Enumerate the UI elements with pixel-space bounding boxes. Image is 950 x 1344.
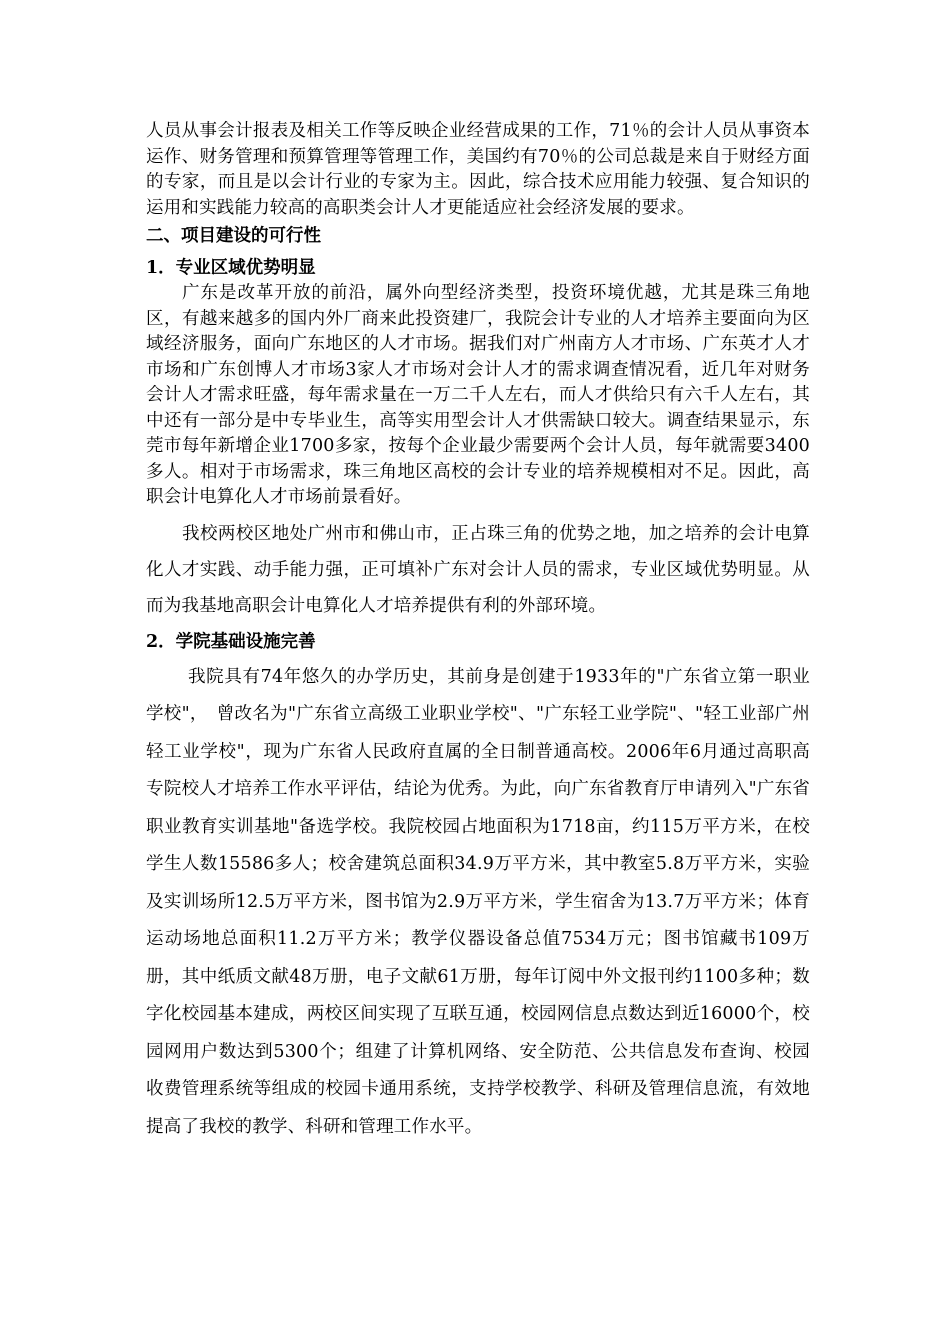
infrastructure-paragraph: 我院具有74年悠久的办学历史，其前身是创建于1933年的"广东省立第一职业学校"， 曾改名为"广东省立高级工业职业学校"、"广东轻工业学院"、"轻工业部广州轻工业学校"，现为广东省人民政府直属的全日制普通高校。2006年6月通过高职高专院校人才培养工作水平评估，结论为优秀。为此，向广东省教育厅申请列入"广东省职业教育实训基地"备选学校。我院校园占地面积为1718亩，约115万平方米，在校学生人数15586多人；校舍建筑总面积34.9万平方米，其中教室5.8万平方米，实验及实训场所12.5万平方米，图书馆为2.9万平方米，学生宿舍为13.7万平方米；体育运动场地总面积11.2万平方米；教学仪器设备总值7534万元；图书馆藏书109万册，其中纸质文献48万册，电子文献61万册，每年订阅中外文报刊约1100多种；数字化校园基本建成，两校区间实现了互联互通，校园网信息点数达到近16000个，校园网用户数达到5300个；组建了计算机网络、安全防范、公共信息发布查询、校园收费管理系统等组成的校园卡通用系统，支持学校教学、科研及管理信息流，有效地提高了我校的教学、科研和管理工作水平。 (146, 666, 810, 1137)
regional-advantage-paragraph: 广东是改革开放的前沿，属外向型经济类型，投资环境优越，尤其是珠三角地区，有越来越多的国内外厂商来此投资建厂，我院会计专业的人才培养主要面向为区域经济服务，面向广东地区的人才市场。据我们对广州南方人才市场、广东英才人才市场和广东创博人才市场3家人才市场对会计人才的需求调查情况看，近几年对财务会计人才需求旺盛，每年需求量在一万二千人左右，而人才供给只有六千人左右，其中还有一部分是中专毕业生，高等实用型会计人才供需缺口较大。调查结果显示，东莞市每年新增企业1700多家，按每个企业最少需要两个会计人员，每年就需要3400多人。相对于市场需求，珠三角地区高校的会计专业的培养规模相对不足。因此，高职会计电算化人才市场前景看好。 (146, 283, 810, 507)
document-page (146, 119, 810, 1146)
intro-paragraph: 人员从事会计报表及相关工作等反映企业经营成果的工作，71％的会计人员从事资本运作、财务管理和预算管理等管理工作，美国约有70％的公司总裁是来自于财经方面的专家，而且是以会计行业的专家为主。因此，综合技术应用能力较强、复合知识的运用和实践能力较高的高职类会计人才更能适应社会经济发展的要求。 (146, 121, 810, 218)
subsection-heading-regional-advantage: 1．专业区域优势明显 (146, 258, 316, 278)
subsection-heading-infrastructure: 2．学院基础设施完善 (146, 631, 316, 652)
section-heading-feasibility: 二、项目建设的可行性 (146, 226, 321, 246)
campus-location-paragraph: 我校两校区地处广州市和佛山市，正占珠三角的优势之地，加之培养的会计电算化人才实践、动手能力强，正可填补广东对会计人员的需求，专业区域优势明显。从而为我基地高职会计电算化人才培养提供有利的外部环境。 (146, 523, 810, 616)
